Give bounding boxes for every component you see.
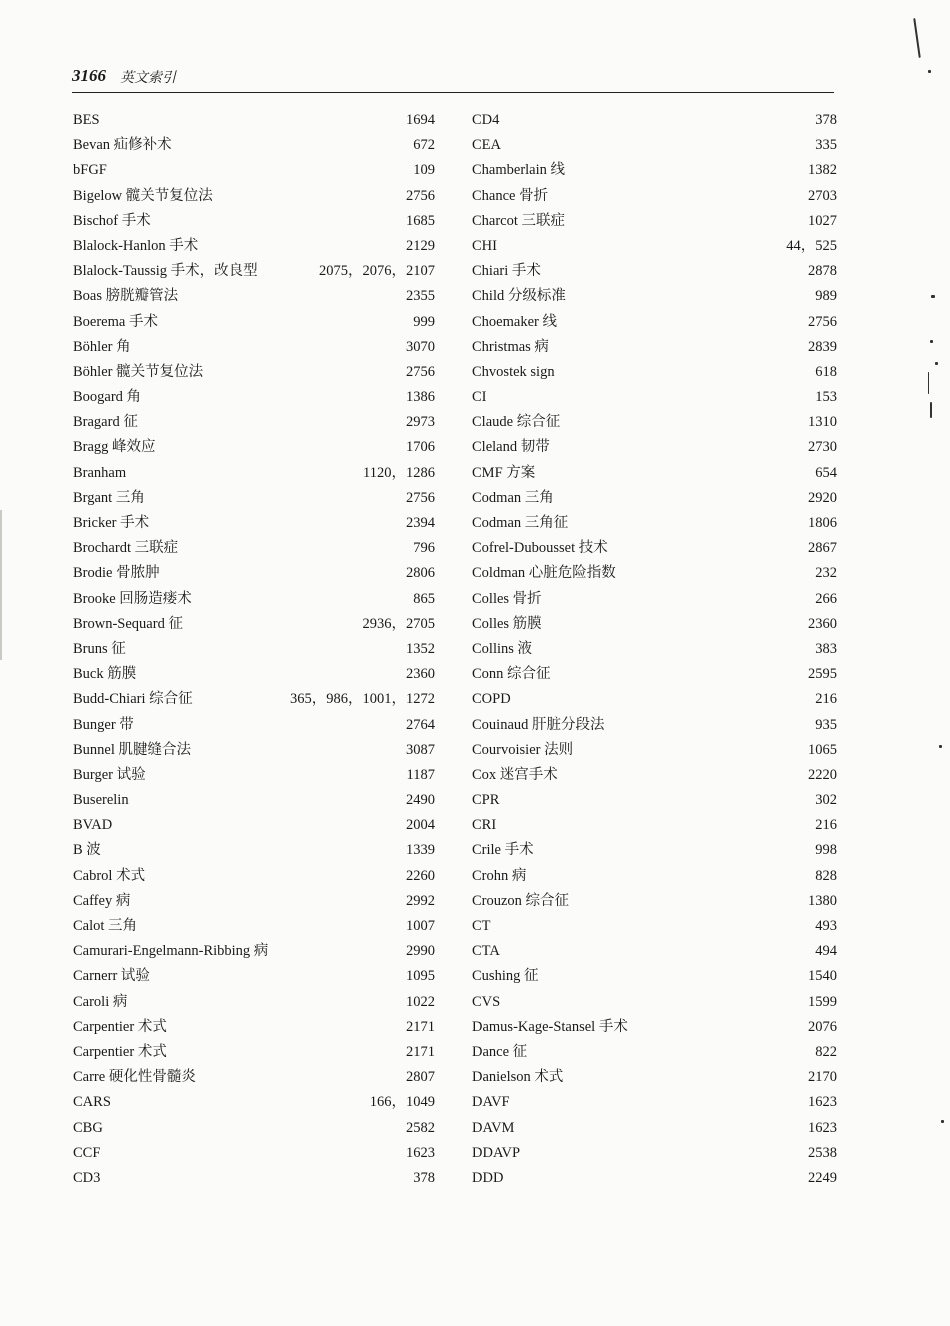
index-entry: [472, 662, 842, 687]
index-page-numbers: 2973: [406, 414, 435, 431]
index-page-numbers: 1095: [406, 968, 435, 985]
index-term: Carpentier 术式: [73, 1018, 167, 1035]
index-page-numbers: 2756: [808, 313, 837, 330]
index-term: Cofrel-Dubousset 技术: [472, 540, 608, 557]
index-page-numbers: 2249: [808, 1169, 837, 1186]
index-term: Chance 骨折: [472, 187, 549, 204]
index-entry: [73, 1166, 443, 1191]
index-term: Brochardt 三联症: [73, 540, 179, 557]
index-entry: [73, 561, 443, 586]
index-entry: [73, 1116, 443, 1141]
index-entry: [73, 1090, 443, 1115]
index-page-numbers: 1187: [406, 766, 435, 783]
page-header: [72, 66, 834, 93]
index-page-numbers: 1352: [406, 640, 435, 657]
index-entry: [73, 310, 443, 335]
index-entry: [73, 713, 443, 738]
index-page-numbers: 2756: [406, 363, 435, 380]
index-entry: [472, 561, 842, 586]
index-term: Cabrol 术式: [73, 867, 146, 884]
index-term: Dance 征: [472, 1043, 528, 1060]
index-entry: [73, 486, 443, 511]
index-term: Brooke 回肠造瘘术: [73, 590, 192, 607]
scan-mark: [928, 372, 929, 394]
index-entry: [73, 335, 443, 360]
index-entry: [472, 1065, 842, 1090]
index-term: Collins 液: [472, 640, 533, 657]
index-term: Brown-Sequard 征: [73, 615, 183, 632]
index-page-numbers: 2582: [406, 1119, 435, 1136]
running-head: 英文索引: [120, 70, 176, 86]
index-page-numbers: 1386: [406, 389, 435, 406]
index-page-numbers: 1623: [808, 1094, 837, 1111]
index-entry: [472, 813, 842, 838]
index-page-numbers: 378: [413, 1169, 435, 1186]
index-entry: [73, 133, 443, 158]
index-term: Coldman 心脏危险指数: [472, 565, 616, 582]
index-term: Chamberlain 线: [472, 162, 566, 179]
index-entry: [472, 284, 842, 309]
index-page-numbers: 1022: [406, 993, 435, 1010]
index-page-numbers: 2355: [406, 288, 435, 305]
index-term: Choemaker 线: [472, 313, 557, 330]
index-term: CHI: [472, 237, 497, 254]
index-entry: [73, 587, 443, 612]
index-entry: [472, 486, 842, 511]
index-entry: [472, 1166, 842, 1191]
index-page-numbers: 2360: [406, 666, 435, 683]
index-entry: [73, 738, 443, 763]
index-entry: [73, 184, 443, 209]
index-page-numbers: 266: [815, 590, 837, 607]
index-page-numbers: 2170: [808, 1069, 837, 1086]
index-term: Caroli 病: [73, 993, 128, 1010]
index-entry: [73, 939, 443, 964]
index-page-numbers: 1120，1286: [363, 464, 435, 481]
index-term: Colles 筋膜: [472, 615, 542, 632]
index-entry: [472, 435, 842, 460]
index-page-numbers: 365，986，1001，1272: [290, 691, 435, 708]
index-entry: [472, 259, 842, 284]
index-page-numbers: 335: [815, 137, 837, 154]
index-entry: [472, 637, 842, 662]
index-term: Boas 膀胱瓣管法: [73, 288, 179, 305]
scan-mark: [941, 1120, 944, 1123]
index-term: Crile 手术: [472, 842, 534, 859]
index-entry: [73, 259, 443, 284]
index-page-numbers: 3087: [406, 741, 435, 758]
index-entry: [73, 158, 443, 183]
index-entry: [472, 461, 842, 486]
index-term: Charcot 三联症: [472, 212, 566, 229]
index-entry: [472, 511, 842, 536]
index-term: Colles 骨折: [472, 590, 542, 607]
index-term: DAVF: [472, 1094, 510, 1111]
index-entry: [472, 133, 842, 158]
index-term: Caffey 病: [73, 892, 131, 909]
index-entry: [472, 536, 842, 561]
index-page-numbers: 2075，2076，2107: [319, 263, 435, 280]
index-term: Bricker 手术: [73, 515, 150, 531]
index-page-numbers: 1380: [808, 892, 837, 909]
index-term: Courvoisier 法则: [472, 741, 574, 758]
index-entry: [73, 385, 443, 410]
index-entry: [472, 234, 842, 259]
page-number: 3166: [72, 66, 106, 85]
index-entry: [472, 939, 842, 964]
index-term: CPR: [472, 792, 500, 809]
index-page-numbers: 378: [815, 112, 837, 128]
index-entry: [472, 1116, 842, 1141]
index-term: BES: [73, 112, 100, 128]
index-entry: [73, 435, 443, 460]
index-entry: [73, 234, 443, 259]
index-entry: [472, 1090, 842, 1115]
index-page-numbers: 2756: [406, 489, 435, 506]
index-entry: [472, 1040, 842, 1065]
index-page-numbers: 796: [413, 540, 435, 557]
index-page-numbers: 109: [413, 162, 435, 179]
index-page-numbers: 3070: [406, 338, 435, 355]
index-entry: [73, 864, 443, 889]
scan-mark: [931, 295, 935, 298]
index-page-numbers: 2595: [808, 666, 837, 683]
index-entry: [472, 687, 842, 712]
index-page-numbers: 935: [815, 716, 837, 733]
index-entry: [73, 209, 443, 234]
index-column-right: [472, 108, 842, 1191]
index-term: Chvostek sign: [472, 363, 555, 380]
index-entry: [73, 788, 443, 813]
index-entry: [73, 763, 443, 788]
index-page-numbers: 2538: [808, 1144, 837, 1161]
index-page-numbers: 2171: [406, 1018, 435, 1035]
index-page-numbers: 494: [815, 943, 837, 960]
index-page-numbers: 1599: [808, 993, 837, 1010]
index-page-numbers: 999: [413, 313, 435, 330]
index-term: Calot 三角: [73, 918, 138, 934]
index-page-numbers: 232: [815, 565, 837, 582]
index-entry: [73, 360, 443, 385]
index-page-numbers: 1806: [808, 515, 837, 531]
index-term: Carnerr 试验: [73, 968, 150, 985]
index-entry: [472, 990, 842, 1015]
index-term: CCF: [73, 1144, 101, 1161]
index-term: Brodie 骨脓肿: [73, 565, 160, 582]
index-term: Cushing 征: [472, 968, 539, 985]
index-page-numbers: 1540: [808, 968, 837, 985]
index-entry: [472, 1015, 842, 1040]
index-page-numbers: 2394: [406, 515, 435, 531]
index-entry: [73, 687, 443, 712]
index-entry: [73, 410, 443, 435]
index-entry: [472, 310, 842, 335]
index-term: CVS: [472, 993, 501, 1010]
scan-mark: [913, 18, 921, 58]
index-page-numbers: 2360: [808, 615, 837, 632]
index-term: Bunnel 肌腱缝合法: [73, 741, 192, 758]
index-term: Danielson 术式: [472, 1069, 564, 1086]
index-page-numbers: 2807: [406, 1069, 435, 1086]
index-term: bFGF: [73, 162, 107, 179]
index-entry: [472, 587, 842, 612]
index-entry: [472, 914, 842, 939]
index-term: Blalock-Taussig 手术，改良型: [73, 263, 258, 280]
index-entry: [73, 284, 443, 309]
index-entry: [73, 1065, 443, 1090]
index-page-numbers: 1339: [406, 842, 435, 859]
index-page-numbers: 2004: [406, 817, 435, 834]
index-term: Camurari-Engelmann-Ribbing 病: [73, 943, 269, 960]
index-page-numbers: 1685: [406, 212, 435, 229]
index-entry: [472, 864, 842, 889]
index-page-numbers: 865: [413, 590, 435, 607]
index-page-numbers: 383: [815, 640, 837, 657]
index-entry: [73, 1141, 443, 1166]
index-page-numbers: 2129: [406, 237, 435, 254]
index-term: Burger 试验: [73, 766, 146, 783]
index-entry: [73, 964, 443, 989]
index-term: Conn 综合征: [472, 666, 551, 683]
index-term: Carre 硬化性骨髓炎: [73, 1069, 196, 1086]
index-term: Bigelow 髋关节复位法: [73, 187, 213, 204]
index-term: Böhler 髋关节复位法: [73, 363, 204, 380]
index-entry: [73, 612, 443, 637]
index-entry: [472, 964, 842, 989]
index-term: Boogard 角: [73, 389, 142, 406]
index-term: CD3: [73, 1169, 101, 1186]
index-page-numbers: 2878: [808, 263, 837, 280]
index-page-numbers: 828: [815, 867, 837, 884]
index-page-numbers: 2806: [406, 565, 435, 582]
index-term: Chiari 手术: [472, 263, 541, 280]
index-entry: [73, 536, 443, 561]
index-page-numbers: 2867: [808, 540, 837, 557]
index-term: Böhler 角: [73, 338, 131, 355]
index-page-numbers: 2990: [406, 943, 435, 960]
index-page-numbers: 2764: [406, 716, 435, 733]
index-term: DAVM: [472, 1119, 515, 1136]
index-term: Boerema 手术: [73, 313, 158, 330]
index-term: CEA: [472, 137, 501, 154]
index-entry: [472, 360, 842, 385]
index-page-numbers: 2992: [406, 892, 435, 909]
index-entry: [472, 335, 842, 360]
index-term: COPD: [472, 691, 511, 708]
index-page-numbers: 989: [815, 288, 837, 305]
index-page-numbers: 2920: [808, 489, 837, 506]
index-page-numbers: 2076: [808, 1018, 837, 1035]
index-term: Child 分级标准: [472, 288, 566, 305]
index-entry: [73, 914, 443, 939]
index-entry: [472, 158, 842, 183]
index-term: BVAD: [73, 817, 113, 834]
index-page-numbers: 166，1049: [369, 1094, 435, 1111]
index-entry: [73, 108, 443, 133]
index-term: Codman 三角征: [472, 515, 569, 531]
index-page-numbers: 153: [815, 389, 837, 406]
index-term: Crohn 病: [472, 867, 527, 884]
index-entry: [73, 889, 443, 914]
index-entry: [472, 410, 842, 435]
index-page-numbers: 2220: [808, 766, 837, 783]
index-page-numbers: 2730: [808, 439, 837, 456]
index-page-numbers: 1623: [808, 1119, 837, 1136]
index-entry: [472, 713, 842, 738]
index-entry: [472, 889, 842, 914]
index-term: Branham: [73, 464, 127, 481]
index-entry: [472, 209, 842, 234]
index-entry: [472, 1141, 842, 1166]
index-page-numbers: 998: [815, 842, 837, 859]
scan-mark: [930, 402, 932, 418]
index-term: Bischof 手术: [73, 212, 151, 229]
index-term: CBG: [73, 1119, 103, 1136]
index-term: Bunger 带: [73, 716, 134, 733]
index-page-numbers: 618: [815, 363, 837, 380]
index-term: Buserelin: [73, 792, 129, 809]
index-term: Codman 三角: [472, 489, 554, 506]
index-entry: [472, 108, 842, 133]
index-entry: [73, 1015, 443, 1040]
index-term: CT: [472, 918, 491, 934]
index-page-numbers: 2490: [406, 792, 435, 809]
index-entry: [73, 662, 443, 687]
index-term: CTA: [472, 943, 500, 960]
index-term: Brgant 三角: [73, 489, 145, 506]
index-column-left: [73, 108, 443, 1191]
index-term: Couinaud 肝脏分段法: [472, 716, 605, 733]
scan-mark: [935, 362, 938, 365]
index-page-numbers: 1382: [808, 162, 837, 179]
index-entry: [472, 612, 842, 637]
index-page-numbers: 1694: [406, 112, 435, 128]
index-term: Damus-Kage-Stansel 手术: [472, 1018, 628, 1035]
index-term: Cleland 韧带: [472, 439, 550, 456]
index-entry: [472, 385, 842, 410]
index-page-numbers: 822: [815, 1043, 837, 1060]
index-entry: [73, 511, 443, 536]
index-term: CD4: [472, 112, 500, 128]
index-entry: [73, 813, 443, 838]
index-term: Blalock-Hanlon 手术: [73, 237, 199, 254]
index-page-numbers: 216: [815, 691, 837, 708]
index-page-numbers: 1007: [406, 918, 435, 934]
index-term: Budd-Chiari 综合征: [73, 691, 193, 708]
scan-mark: [928, 70, 931, 73]
index-term: CARS: [73, 1094, 111, 1111]
index-term: Bragg 峰效应: [73, 439, 156, 456]
index-page-numbers: 1027: [808, 212, 837, 229]
index-term: Bragard 征: [73, 414, 138, 431]
index-page-numbers: 1623: [406, 1144, 435, 1161]
index-page-numbers: 1706: [406, 439, 435, 456]
scan-mark: [939, 745, 942, 748]
index-page-numbers: 2703: [808, 187, 837, 204]
index-entry: [73, 637, 443, 662]
index-page-numbers: 44，525: [786, 237, 837, 254]
index-term: Bevan 疝修补术: [73, 137, 172, 154]
index-term: Buck 筋膜: [73, 666, 137, 683]
index-page-numbers: 2756: [406, 187, 435, 204]
index-term: Cox 迷宫手术: [472, 766, 558, 783]
index-page-numbers: 2260: [406, 867, 435, 884]
index-entry: [472, 838, 842, 863]
index-page-numbers: 1065: [808, 741, 837, 758]
index-entry: [472, 763, 842, 788]
index-entry: [73, 990, 443, 1015]
index-page-numbers: 216: [815, 817, 837, 834]
index-term: Christmas 病: [472, 338, 549, 355]
index-term: Claude 综合征: [472, 414, 561, 431]
index-page-numbers: 302: [815, 792, 837, 809]
index-page-numbers: 2936，2705: [362, 615, 435, 632]
index-entry: [73, 1040, 443, 1065]
index-term: Carpentier 术式: [73, 1043, 167, 1060]
index-page-numbers: 1310: [808, 414, 837, 431]
index-entry: [472, 788, 842, 813]
index-page-numbers: 2171: [406, 1043, 435, 1060]
index-entry: [472, 184, 842, 209]
index-term: CMF 方案: [472, 464, 536, 481]
index-entry: [472, 738, 842, 763]
index-term: DDD: [472, 1169, 504, 1186]
index-page-numbers: 654: [815, 464, 837, 481]
index-term: DDAVP: [472, 1144, 521, 1161]
index-term: Crouzon 综合征: [472, 892, 570, 909]
index-page-numbers: 672: [413, 137, 435, 154]
index-page-numbers: 493: [815, 918, 837, 934]
index-entry: [73, 461, 443, 486]
page-edge-shadow: [0, 510, 2, 660]
index-term: CRI: [472, 817, 497, 834]
index-term: B 波: [73, 842, 101, 859]
index-term: CI: [472, 389, 487, 406]
index-entry: [73, 838, 443, 863]
index-page-numbers: 2839: [808, 338, 837, 355]
scan-mark: [930, 340, 933, 343]
index-term: Bruns 征: [73, 640, 126, 657]
